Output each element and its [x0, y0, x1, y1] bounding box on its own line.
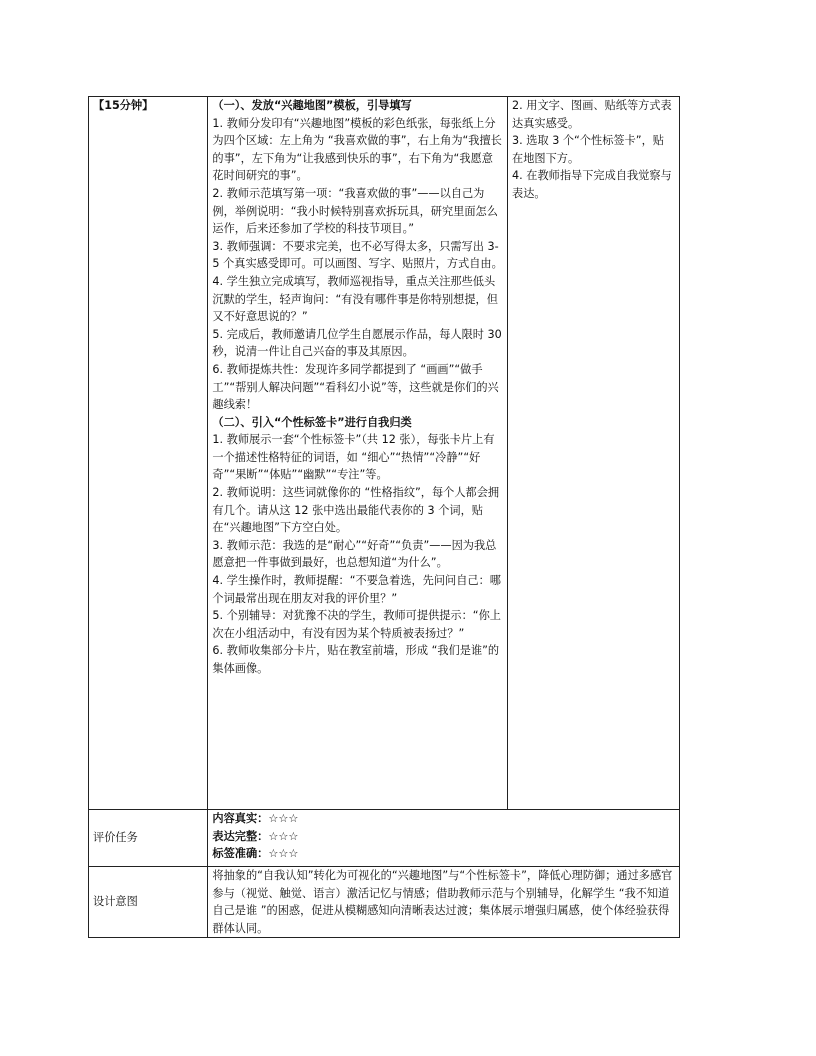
- evaluation-item-name: 内容真实：: [212, 812, 269, 825]
- activity-step: 3. 教师示范：我选的是“耐心”“好奇”“负责”——因为我总愿意把一件事做到最好，也总想知道“为什么”。: [212, 538, 497, 570]
- lesson-plan-table: [88, 96, 680, 938]
- activity-row: [89, 97, 680, 810]
- evaluation-item-name: 标签准确：: [212, 847, 269, 861]
- star-rating: ☆☆☆: [268, 847, 299, 861]
- evaluation-row: [89, 810, 680, 867]
- activity-step: 6. 教师收集部分卡片，贴在教室前墙，形成 “我们是谁”的集体画像。: [212, 644, 500, 675]
- star-rating: ☆☆☆: [268, 812, 299, 825]
- section-heading-2: （二）、引入“个性标签卡”进行自我归类: [212, 415, 412, 429]
- evaluation-label-cell: [89, 810, 208, 867]
- design-intent-label: 设计意图: [93, 895, 138, 909]
- time-cell: [89, 97, 208, 810]
- star-rating: ☆☆☆: [268, 829, 299, 843]
- activity-step: 2. 教师说明：这些词就像你的 “性格指纹”，每个人都会拥有几个。请从这 12 张中选出最能代表你的 3 个词，贴在“兴趣地图”下方空白处。: [212, 486, 500, 535]
- evaluation-label: 评价任务: [93, 831, 138, 845]
- activity-step: 3. 教师强调：不要求完美，也不必写得太多，只需写出 3-5 个真实感受即可。可以画图、写字、贴照片，方式自由。: [212, 239, 503, 271]
- design-intent-row: [89, 867, 680, 938]
- activity-step: 1. 教师展示一套“个性标签卡”（共 12 张），每张卡片上有一个描述性格特征的词语，如 “细心”“热情”“冷静”“好奇”“果断”“体贴”“幽默”“专注”等。: [212, 433, 495, 482]
- evaluation-content-cell: [208, 810, 680, 867]
- design-intent-label-cell: [89, 867, 208, 938]
- activity-step: 6. 教师提炼共性：发现许多同学都提到了 “画画”“做手工”“帮别人解决问题”“看科幻小说”等，这些就是你们的兴趣线索！: [212, 362, 499, 412]
- activity-step: 5. 个别辅导：对犹豫不决的学生，教师可提供提示：“你上次在小组活动中，有没有因为某个特质被表扬过？”: [212, 609, 501, 640]
- student-step: 4. 在教师指导下完成自我觉察与表达。: [512, 169, 672, 200]
- activity-step: 5. 完成后，教师邀请几位学生自愿展示作品，每人限时 30 秒，说清一件让自己兴奋的事及其原因。: [212, 327, 502, 359]
- activity-step: 2. 教师示范填写第一项：“我喜欢做的事”——以自己为例，举例说明：“我小时候特别喜欢拆玩具，研究里面怎么运作，后来还参加了学校的科技节项目。”: [212, 186, 498, 236]
- design-intent-content-cell: [208, 867, 680, 938]
- student-step: 2. 用文字、图画、贴纸等方式表达真实感受。: [512, 99, 672, 130]
- student-step: 3. 选取 3 个“个性标签卡”，贴在地图下方。: [512, 134, 664, 165]
- time-label: 【15分钟】: [93, 99, 154, 112]
- student-activity-cell: [508, 97, 680, 810]
- evaluation-item: [212, 810, 675, 828]
- evaluation-item-name: 表达完整：: [212, 829, 269, 843]
- evaluation-item: [212, 828, 675, 846]
- teacher-activity-cell: [208, 97, 508, 810]
- design-intent-text: 将抽象的“自我认知”转化为可视化的“兴趣地图”与“个性标签卡”，降低心理防御；通过多感官参与（视觉、触觉、语言）激活记忆与情感；借助教师示范与个别辅导，化解学生 “我不知道自己是谁 ”的困惑，促进从模糊感知向清晰表达过渡；集体展示增强归属感，使个体经验获得群体认同。: [212, 869, 673, 935]
- activity-step: 4. 学生操作时，教师提醒：“不要急着选，先问问自己：哪个词最常出现在朋友对我的评价里？”: [212, 574, 501, 605]
- activity-step: 1. 教师分发印有“兴趣地图”模板的彩色纸张，每张纸上分为四个区域：左上角为 “我喜欢做的事”，右上角为“我擅长的事”，左下角为“让我感到快乐的事”，右下角为“我愿意花时间研究的事”。: [212, 116, 502, 183]
- section-heading-1: （一）、发放“兴趣地图”模板，引导填写: [212, 99, 412, 112]
- evaluation-item: [212, 845, 675, 863]
- activity-step: 4. 学生独立完成填写，教师巡视指导，重点关注那些低头沉默的学生，轻声询问：“有没有哪件事是你特别想提，但又不好意思说的？”: [212, 274, 498, 324]
